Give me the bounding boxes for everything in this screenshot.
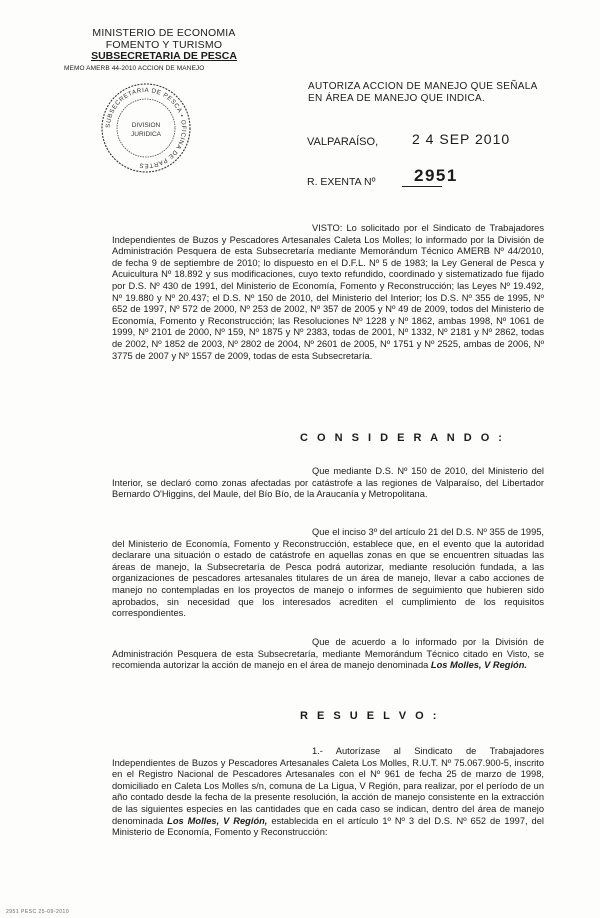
letterhead [64, 27, 254, 74]
subsecretariat-line: SUBSECRETARIA DE PESCA [91, 50, 237, 62]
resuelvo-paragraph-1 [112, 746, 544, 839]
resolution-subject [308, 81, 538, 105]
city-label: VALPARAÍSO, [307, 136, 379, 148]
visto-label: VISTO: [312, 223, 343, 233]
considerando-paragraph-2 [112, 527, 544, 620]
subject-line-2: EN ÁREA DE MANEJO QUE INDICA. [308, 93, 486, 104]
ministry-line-2: FOMENTO Y TURISMO [105, 38, 223, 51]
considerando-text-2: Que el inciso 3º del artículo 21 del D.S. Nº 355 de 1995, del Ministerio de Economía, Fomento y Reconstrucción, establece que, en el evento que la autoridad declarare una situación o estado de catástrofe en aquellas zonas en que se encuentren situadas las áreas de manejo, la Subsecretaría de Pesca podrá autorizar, mediante resolución fundada, a las organizaciones de pescadores artesanales titulares de un área de manejo, llevar a cabo acciones de manejo no contempladas en los proyectos de manejo o informes de seguimiento que hubieren sido aprobados, sin necesidad que los interesados acrediten el cumplimiento de los requisitos correspondientes. [112, 527, 544, 619]
resuelvo-text-1: 1.- Autorízase al Sindicato de Trabajadores Independientes de Buzos y Pescadores Artesanales Caleta Los Molles, R.U.T. Nº 75.067.900-5, inscrito en el Registro Nacional de Pescadores Artesanales con el Nº 961 de fecha 25 de marzo de 1998, domiciliado en Caleta Los Molles s/n, comuna de La Ligua, V Región, para realizar, por el período de un año contado desde la fecha de la presente resolución, la acción de manejo consistente en la extracción de las siguientes especies en las cantidades que en cada caso se indican, dentro del área de manejo denominada [112, 746, 544, 826]
area-name-emphasis: Los Molles, V Región. [430, 660, 527, 671]
seal-center-line-2: JURIDICA [131, 131, 161, 138]
seal-ring-text: SUBSECRETARIA DE PESCA • OFICINA DE PARTES [104, 86, 188, 170]
considerando-paragraph-1 [112, 466, 544, 501]
resolution-number: 2951 [414, 166, 458, 185]
resuelvo-heading: R E S U E L V O : [300, 710, 440, 722]
official-seal-stamp [100, 82, 192, 174]
date-stamp: 2 4 SEP 2010 [412, 131, 511, 147]
resuelvo-text-2: establecida en el artículo 1º Nº 3 del D.S. Nº 652 de 1997, del Ministerio de Economía, Fomento y Reconstrucción: [112, 815, 544, 838]
considerando-text-3: Que de acuerdo a lo informado por la División de Administración Pesquera de esta Subsecretaría, mediante Memorándum Técnico citado en Visto, se recomienda autorizar la acción de manejo en el área de manejo denominada [112, 637, 544, 671]
seal-center-line-1: DIVISION [131, 122, 161, 129]
page-footer: 2951 PESC 25-09-2010 [6, 909, 70, 915]
visto-section [112, 223, 544, 362]
considerando-text-1: Que mediante D.S. Nº 150 de 2010, del Ministerio del Interior, se declaró como zonas afectadas por catástrofe a las regiones de Valparaíso, del Libertador Bernardo O'Higgins, del Maule, del Bío Bío, de la Araucanía y Metropolitana. [112, 466, 544, 500]
memo-reference: MEMO AMERB 44-2010 ACCION DE MANEJO [64, 64, 205, 72]
subject-line-1: AUTORIZA ACCION DE MANEJO QUE SEÑALA [308, 81, 538, 92]
resuelvo-area-emphasis: Los Molles, V Región, [167, 815, 268, 826]
considerando-paragraph-3 [112, 637, 544, 672]
resolution-number-label: R. EXENTA Nº [307, 176, 376, 188]
visto-text: Lo solicitado por el Sindicato de Trabajadores Independientes de Buzos y Pescadores Artesanales Caleta Los Molles; lo informado por la División de Administración Pesquera de esta Subsecretaría mediante Memorándum Técnico AMERB Nº 44/2010, de fecha 9 de septiembre de 2010; lo dispuesto en el D.F.L. Nº 5 de 1983; la Ley General de Pesca y Acuicultura Nº 18.892 y sus modificaciones, cuyo texto refundido, coordinado y sistematizado fue fijado por D.S. Nº 430 de 1991, del Ministerio de Economía, Fomento y Reconstrucción; las Leyes Nº 19.492, Nº 19.880 y Nº 20.437; el D.S. Nº 150 de 2010, del Ministerio del Interior; los D.S. Nº 355 de 1995, Nº 652 de 1997, Nº 572 de 2000, Nº 253 de 2002, Nº 357 de 2005 y Nº 49 de 2009, todos del Ministerio de Economía, Fomento y Reconstrucción; las Resoluciones Nº 1228 y Nº 1862, ambas 1998, Nº 1061 de 1999, Nº 2101 de 2000, Nº 159, Nº 1875 y Nº 2383, todas de 2001, Nº 1332, Nº 2181 y Nº 2862, todas de 2002, Nº 1852 de 2003, Nº 2802 de 2004, Nº 2601 de 2005, Nº 1751 y Nº 2525, ambas de 2006, Nº 3775 de 2007 y Nº 1557 de 2009, todas de esta Subsecretaría. [112, 223, 544, 361]
ministry-line: MINISTERIO DE ECONOMIA [92, 27, 236, 39]
considerando-heading: C O N S I D E R A N D O : [300, 432, 505, 444]
resolution-number-underline [402, 186, 442, 187]
